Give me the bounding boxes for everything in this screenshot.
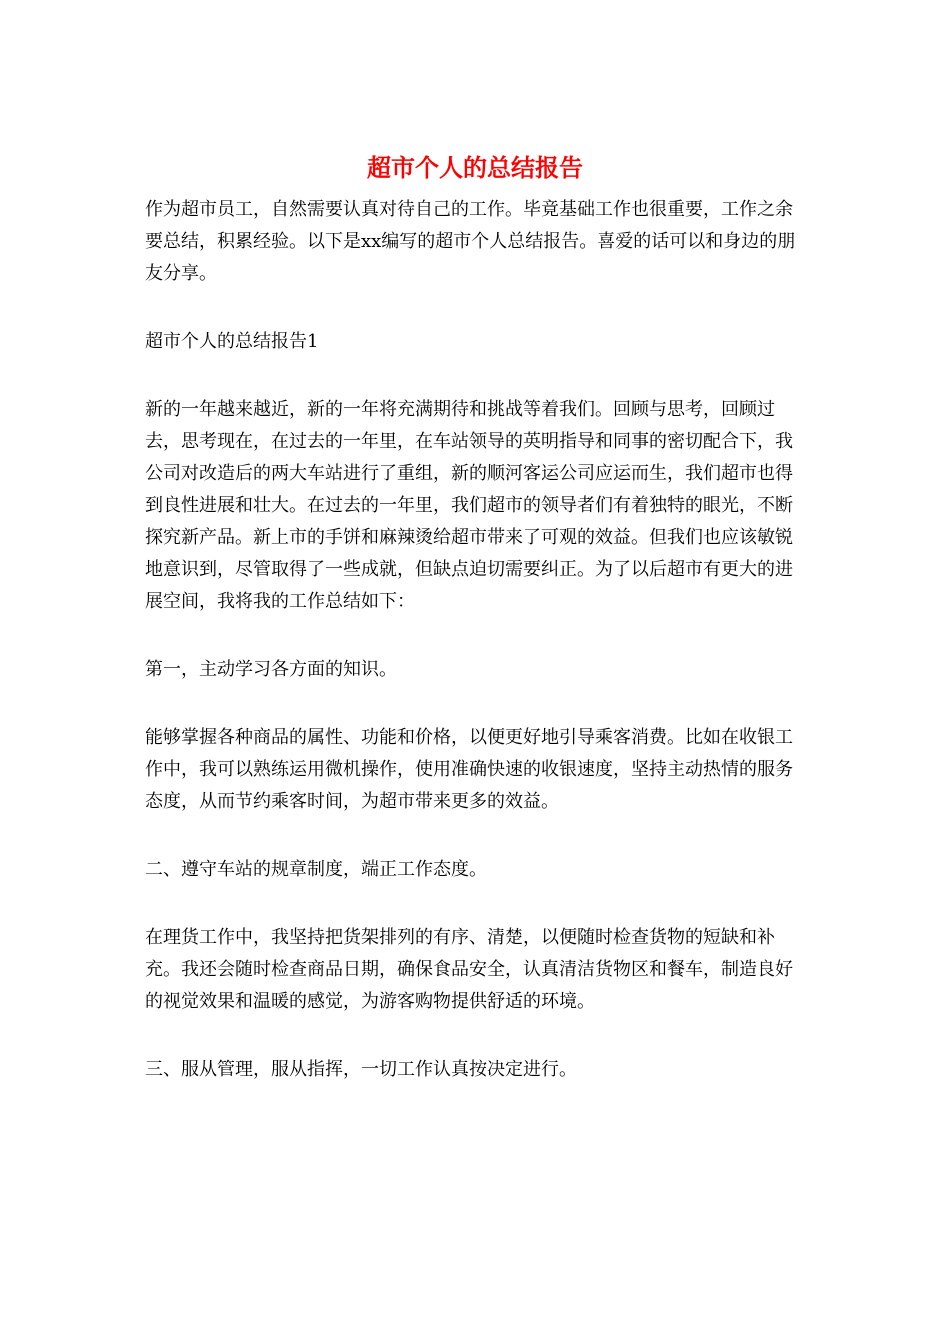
section-heading-first: 第一，主动学习各方面的知识。	[145, 659, 397, 680]
paragraph-stocking: 在理货工作中，我坚持把货架排列的有序、清楚，以便随时检查货物的短缺和补充。我还会随时检查商品日期，确保食品安全，认真清洁货物区和餐车，制造良好的视觉效果和温暖的感觉，为游客购物提供舒适的环境。	[145, 927, 793, 1012]
section-heading-report-1: 超市个人的总结报告1	[145, 331, 319, 352]
document-body	[145, 194, 808, 1122]
section-heading-third: 三、服从管理，服从指挥，一切工作认真按决定进行。	[145, 1059, 577, 1080]
paragraph-review: 新的一年越来越近，新的一年将充满期待和挑战等着我们。回顾与思考，回顾过去，思考现在，在过去的一年里，在车站领导的英明指导和同事的密切配合下，我公司对改造后的两大车站进行了重组，新的顺河客运公司应运而生，我们超市也得到良性进展和壮大。在过去的一年里，我们超市的领导者们有着独特的眼光，不断探究新产品。新上市的手饼和麻辣烫给超市带来了可观的效益。但我们也应该敏锐地意识到，尽管取得了一些成就，但缺点迫切需要纠正。为了以后超市有更大的进展空间，我将我的工作总结如下：	[145, 399, 793, 612]
paragraph-knowledge: 能够掌握各种商品的属性、功能和价格，以便更好地引导乘客消费。比如在收银工作中，我可以熟练运用微机操作，使用准确快速的收银速度，坚持主动热情的服务态度，从而节约乘客时间，为超市带来更多的效益。	[145, 727, 793, 812]
section-heading-second: 二、遵守车站的规章制度，端正工作态度。	[145, 859, 487, 880]
paragraph-intro: 作为超市员工，自然需要认真对待自己的工作。毕竟基础工作也很重要，工作之余要总结，积累经验。以下是xx编写的超市个人总结报告。喜爱的话可以和身边的朋友分享。	[145, 199, 796, 284]
document-title: 超市个人的总结报告	[367, 153, 583, 182]
